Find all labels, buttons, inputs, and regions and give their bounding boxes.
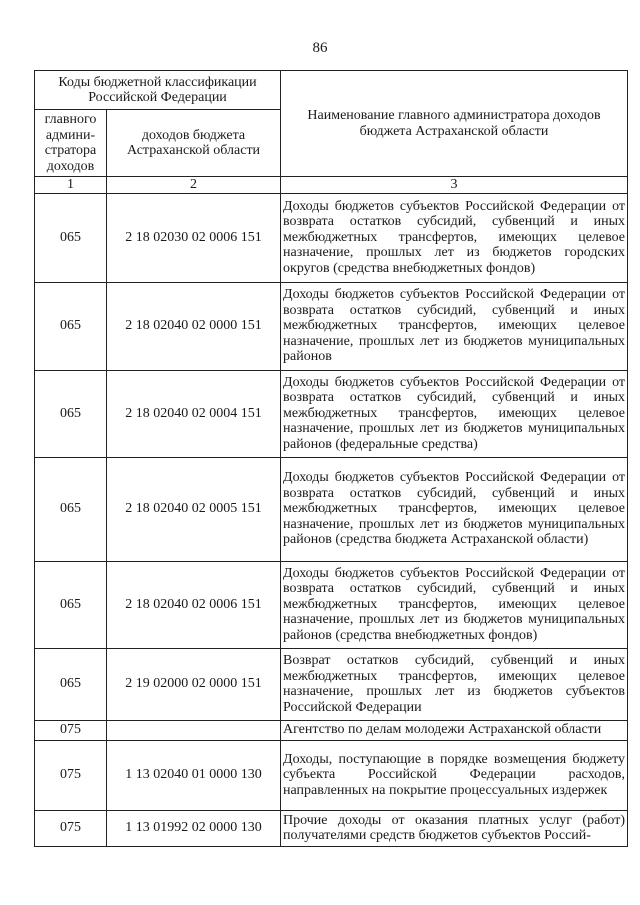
income-code: 1 13 01992 02 0000 130 (107, 810, 281, 846)
table-row (35, 561, 628, 648)
admin-code: 065 (35, 457, 107, 561)
table-row (35, 193, 628, 282)
income-code: 2 18 02040 02 0005 151 (107, 457, 281, 561)
admin-code: 065 (35, 648, 107, 720)
income-code: 2 19 02000 02 0000 151 (107, 648, 281, 720)
income-description: Доходы бюджетов субъектов Российской Федерации от возврата остатков субсидий, субвенций и иных межбюджетных трансфертов, имеющих целевое назначение, прошлых лет из бюджетов муниципальных районов (средства бюджета Астраханской области) (281, 457, 628, 561)
income-code: 1 13 02040 01 0000 130 (107, 740, 281, 810)
income-code: 2 18 02040 02 0000 151 (107, 282, 281, 370)
admin-code: 075 (35, 740, 107, 810)
income-code: 2 18 02040 02 0004 151 (107, 370, 281, 457)
column-number-3: 3 (281, 177, 628, 194)
admin-code: 065 (35, 561, 107, 648)
table-row (35, 648, 628, 720)
admin-code: 065 (35, 282, 107, 370)
income-description: Доходы бюджетов субъектов Российской Федерации от возврата остатков субсидий, субвенций и иных межбюджетных трансфертов, имеющих целевое назначение, прошлых лет из бюджетов муниципальных районов (федеральные средства) (281, 370, 628, 457)
table-row (35, 457, 628, 561)
table-row (35, 282, 628, 370)
admin-code: 075 (35, 810, 107, 846)
table-row (35, 720, 628, 740)
table-row (35, 740, 628, 810)
header-administrator-name: Наименование главного администратора доходов бюджета Астраханской области (281, 71, 628, 177)
header-main-administrator: главного админи-стратора доходов (35, 110, 107, 177)
admin-code: 075 (35, 720, 107, 740)
income-description: Возврат остатков субсидий, субвенций и иных межбюджетных трансфертов, имеющих целевое назначение, прошлых лет из бюджетов субъектов Российской Федерации (281, 648, 628, 720)
income-code: 2 18 02030 02 0006 151 (107, 193, 281, 282)
column-number-1: 1 (35, 177, 107, 194)
page-number: 86 (312, 40, 328, 56)
income-description: Агентство по делам молодежи Астраханской области (281, 720, 628, 740)
table-row (35, 370, 628, 457)
header-budget-income: доходов бюджета Астраханской области (107, 110, 281, 177)
income-description: Доходы бюджетов субъектов Российской Федерации от возврата остатков субсидий, субвенций и иных межбюджетных трансфертов, имеющих целевое назначение, прошлых лет из бюджетов муниципальных районов (средства внебюджетных фондов) (281, 561, 628, 648)
income-description: Доходы бюджетов субъектов Российской Федерации от возврата остатков субсидий, субвенций и иных межбюджетных трансфертов, имеющих целевое назначение, прошлых лет из бюджетов муниципальных районов (281, 282, 628, 370)
income-description: Доходы, поступающие в порядке возмещения бюджету субъекта Российской Федерации расходов, направленных на покрытие процессуальных издержек (281, 740, 628, 810)
column-number-2: 2 (107, 177, 281, 194)
income-description: Доходы бюджетов субъектов Российской Федерации от возврата остатков субсидий, субвенций и иных межбюджетных трансфертов, имеющих целевое назначение, прошлых лет из бюджетов городских округов (средства внебюджетных фондов) (281, 193, 628, 282)
income-description: Прочие доходы от оказания платных услуг (работ) получателями средств бюджетов субъектов Россий- (281, 810, 628, 846)
budget-classification-table (34, 70, 628, 847)
admin-code: 065 (35, 193, 107, 282)
admin-code: 065 (35, 370, 107, 457)
income-code: 2 18 02040 02 0006 151 (107, 561, 281, 648)
income-code (107, 720, 281, 740)
header-classification-codes: Коды бюджетной классификации Российской Федерации (35, 71, 281, 110)
table-row (35, 810, 628, 846)
